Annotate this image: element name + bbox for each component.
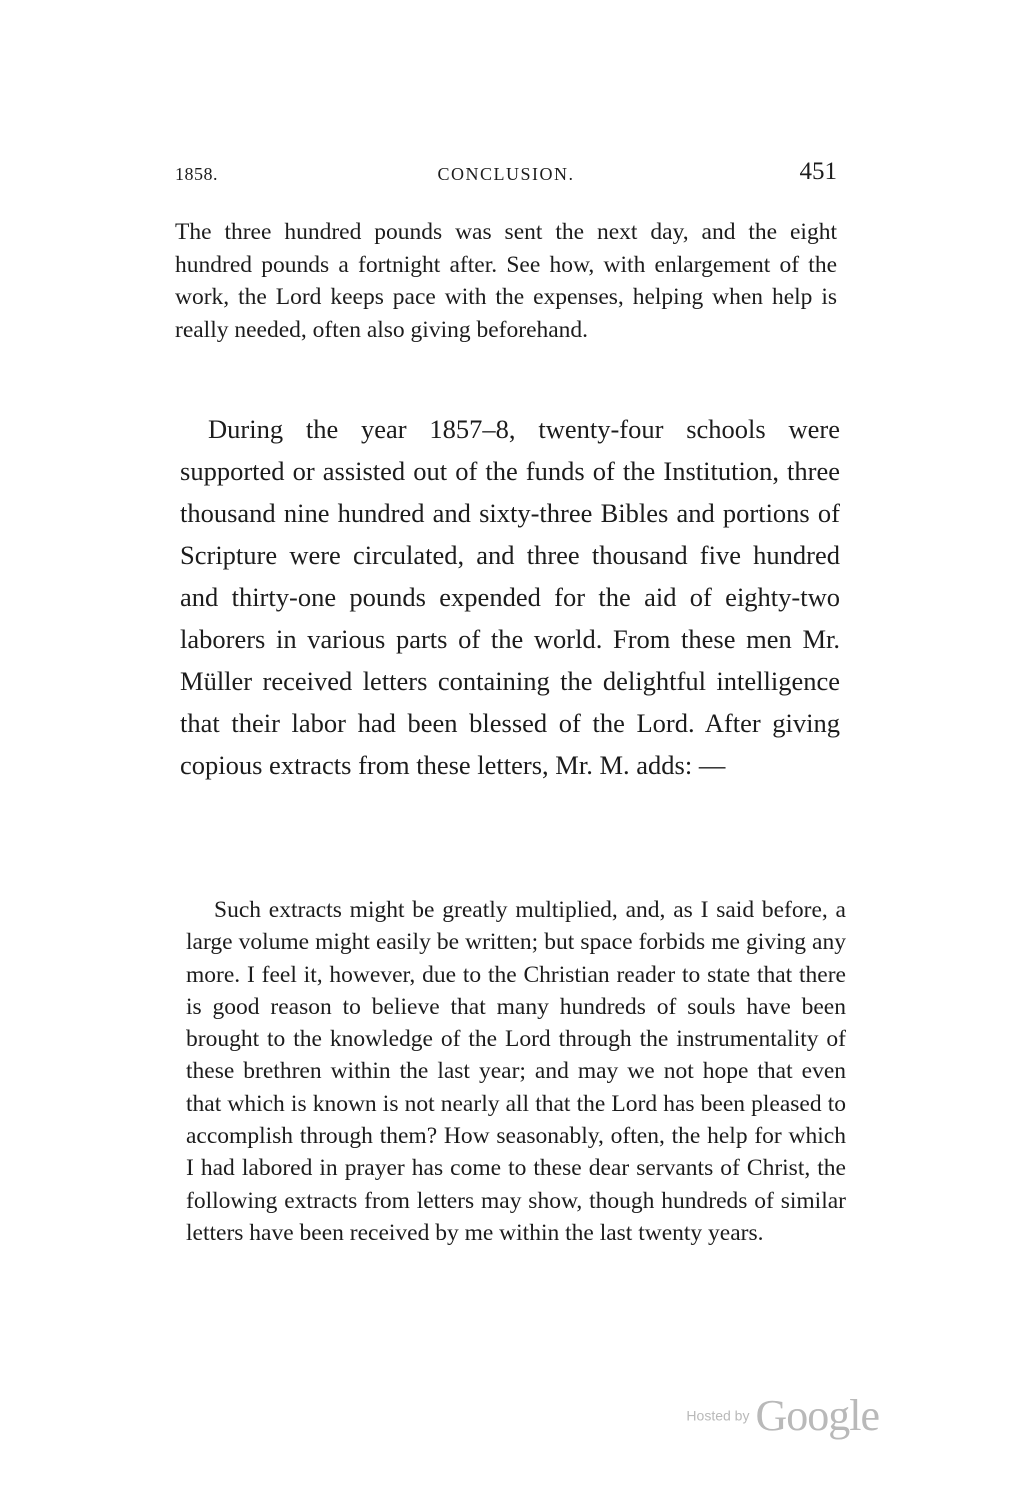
- hosted-by-google-watermark: [686, 1390, 879, 1441]
- google-logo: Google: [755, 1391, 879, 1440]
- running-head: [175, 158, 837, 192]
- running-head-title: CONCLUSION.: [437, 164, 575, 184]
- running-head-year: 1858.: [175, 164, 218, 184]
- paragraph-continuation: The three hundred pounds was sent the next day, and the eight hundred pounds a fortnight after. See how, with enlargement of the work, the Lord keeps pace with the expenses, helping when help is really needed, often also giving beforehand.: [175, 219, 837, 343]
- page-number: 451: [799, 158, 837, 185]
- paragraph-year-summary: During the year 1857–8, twenty-four schools were supported or assisted out of the funds of the Institution, three thousand nine hundred and sixty-three Bibles and portions of Scripture were circulated, and three thousand five hundred and thirty-one pounds expended for the aid of eighty-two laborers in various parts of the world. From these men Mr. Müller received letters containing the delightful intelligence that their labor had been blessed of the Lord. After giving copious extracts from these letters, Mr. M. adds: —: [180, 414, 840, 780]
- paragraph-quoted-extract: Such extracts might be greatly multiplied, and, as I said before, a large volume might easily be written; but space forbids me giving any more. I feel it, however, due to the Christian reader to state that there is good reason to believe that many hundreds of souls have been brought to the knowledge of the Lord through the instrumentality of these brethren within the last year; and may we not hope that even that which is known is not nearly all that the Lord has been pleased to accomplish through them? How seasonably, often, the help for which I had labored in prayer has come to these dear servants of Christ, the following extracts from letters may show, though hundreds of similar letters have been received by me within the last twenty years.: [186, 897, 846, 1246]
- watermark-prefix: Hosted by: [686, 1407, 750, 1424]
